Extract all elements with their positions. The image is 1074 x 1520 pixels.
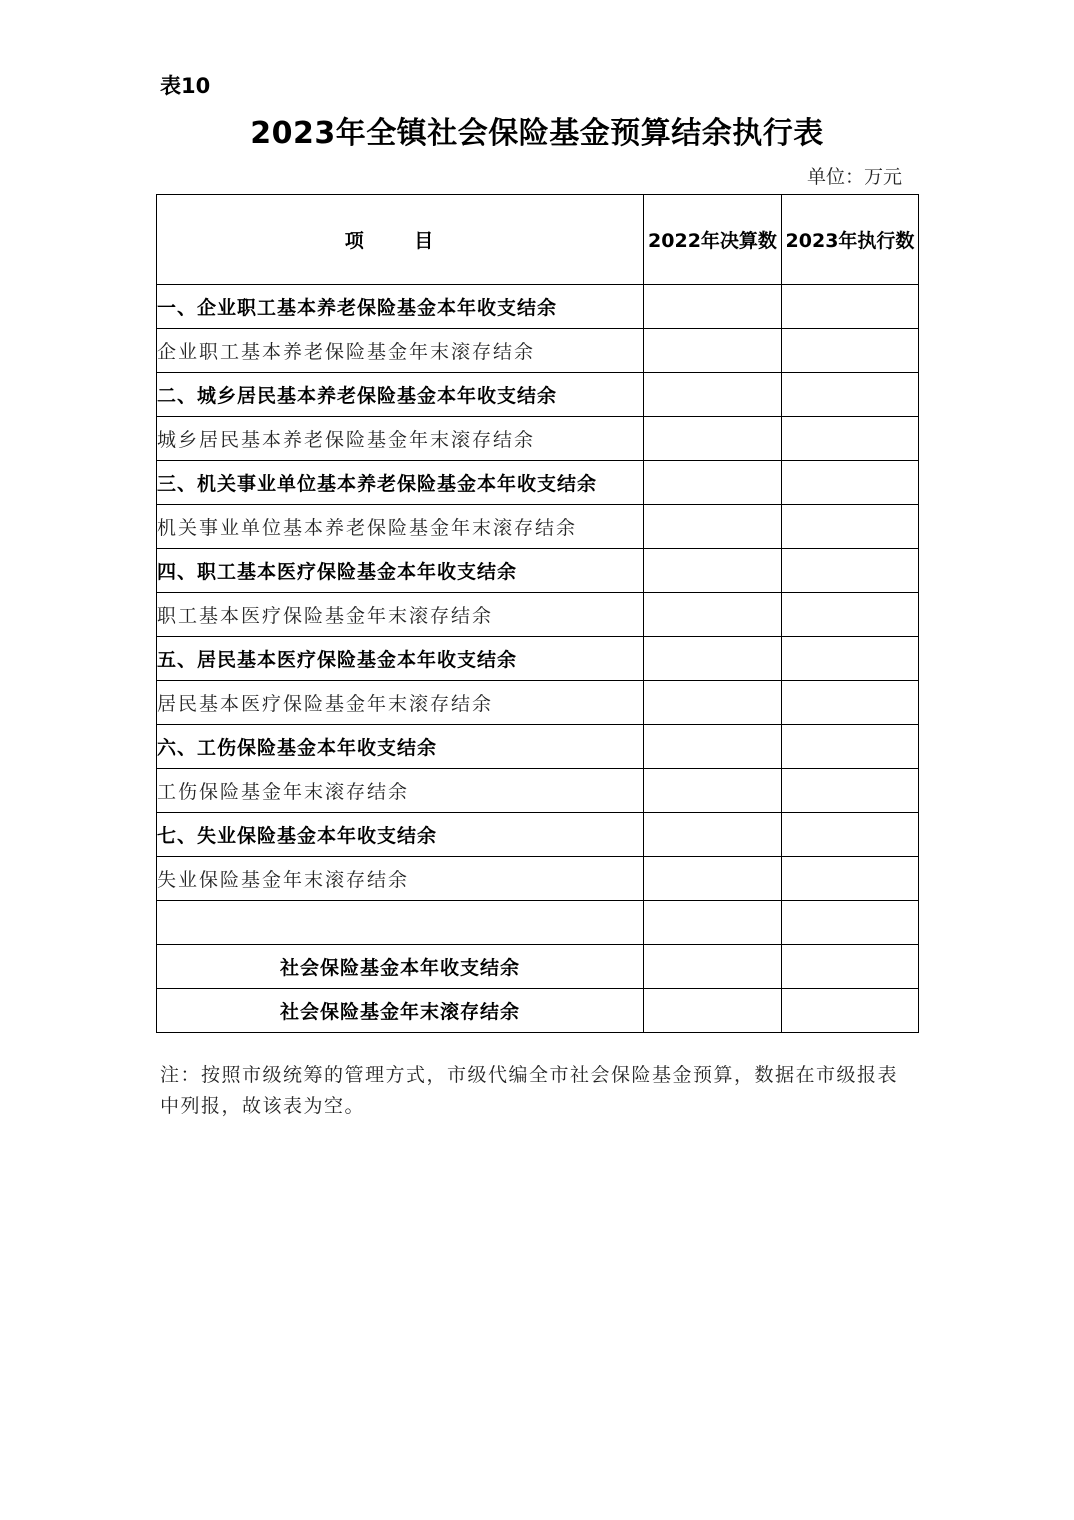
cell-2023-execution <box>782 329 919 373</box>
footnote: 注：按照市级统筹的管理方式，市级代编全市社会保险基金预算，数据在市级报表中列报，故该表为空。 <box>160 1064 899 1117</box>
table-row <box>157 593 919 637</box>
row-label: 六、工伤保险基金本年收支结余 <box>157 725 644 769</box>
cell-2022-final <box>644 549 782 593</box>
cell-2022-final <box>644 373 782 417</box>
table-row <box>157 461 919 505</box>
cell-2022-final <box>644 593 782 637</box>
row-label: 工伤保险基金年末滚存结余 <box>157 769 644 813</box>
row-label: 居民基本医疗保险基金年末滚存结余 <box>157 681 644 725</box>
table-row <box>157 813 919 857</box>
cell-2022-final <box>644 637 782 681</box>
cell-2022-final <box>644 813 782 857</box>
table-body <box>157 285 919 1033</box>
table-row <box>157 505 919 549</box>
cell-2023-execution <box>782 813 919 857</box>
table-row <box>157 681 919 725</box>
cell-2023-execution <box>782 725 919 769</box>
row-label: 社会保险基金本年收支结余 <box>157 945 644 989</box>
row-label <box>157 901 644 945</box>
unit-label: 单位：万元 <box>806 166 902 188</box>
row-label: 职工基本医疗保险基金年末滚存结余 <box>157 593 644 637</box>
table-row <box>157 945 919 989</box>
row-label: 机关事业单位基本养老保险基金年末滚存结余 <box>157 505 644 549</box>
table-row <box>157 417 919 461</box>
table-row <box>157 285 919 329</box>
row-label: 社会保险基金年末滚存结余 <box>157 989 644 1033</box>
table-row <box>157 901 919 945</box>
cell-2023-execution <box>782 461 919 505</box>
cell-2023-execution <box>782 373 919 417</box>
cell-2022-final <box>644 285 782 329</box>
cell-2023-execution <box>782 901 919 945</box>
cell-2023-execution <box>782 637 919 681</box>
table-number: 表10 <box>160 74 211 98</box>
header-2022-final: 2022年决算数 <box>644 195 782 285</box>
row-label: 二、城乡居民基本养老保险基金本年收支结余 <box>157 373 644 417</box>
cell-2023-execution <box>782 857 919 901</box>
cell-2022-final <box>644 329 782 373</box>
table-row <box>157 989 919 1033</box>
cell-2022-final <box>644 417 782 461</box>
row-label: 企业职工基本养老保险基金年末滚存结余 <box>157 329 644 373</box>
table-row <box>157 373 919 417</box>
budget-table <box>156 194 919 1033</box>
table-row <box>157 329 919 373</box>
table-row <box>157 857 919 901</box>
table-row <box>157 549 919 593</box>
cell-2022-final <box>644 901 782 945</box>
row-label: 五、居民基本医疗保险基金本年收支结余 <box>157 637 644 681</box>
cell-2022-final <box>644 857 782 901</box>
cell-2023-execution <box>782 945 919 989</box>
cell-2022-final <box>644 505 782 549</box>
cell-2022-final <box>644 769 782 813</box>
table-header-row <box>157 195 919 285</box>
cell-2023-execution <box>782 417 919 461</box>
cell-2022-final <box>644 989 782 1033</box>
row-label: 四、职工基本医疗保险基金本年收支结余 <box>157 549 644 593</box>
cell-2023-execution <box>782 593 919 637</box>
cell-2022-final <box>644 725 782 769</box>
table-row <box>157 637 919 681</box>
table-row <box>157 725 919 769</box>
page-title: 2023年全镇社会保险基金预算结余执行表 <box>250 116 824 151</box>
row-label: 三、机关事业单位基本养老保险基金本年收支结余 <box>157 461 644 505</box>
cell-2022-final <box>644 681 782 725</box>
cell-2023-execution <box>782 285 919 329</box>
header-2023-execution: 2023年执行数 <box>782 195 919 285</box>
row-label: 一、企业职工基本养老保险基金本年收支结余 <box>157 285 644 329</box>
row-label: 七、失业保险基金本年收支结余 <box>157 813 644 857</box>
cell-2023-execution <box>782 549 919 593</box>
cell-2023-execution <box>782 989 919 1033</box>
table-row <box>157 769 919 813</box>
cell-2023-execution <box>782 505 919 549</box>
header-item: 项 目 <box>157 195 644 285</box>
row-label: 失业保险基金年末滚存结余 <box>157 857 644 901</box>
cell-2022-final <box>644 461 782 505</box>
cell-2023-execution <box>782 769 919 813</box>
cell-2022-final <box>644 945 782 989</box>
cell-2023-execution <box>782 681 919 725</box>
row-label: 城乡居民基本养老保险基金年末滚存结余 <box>157 417 644 461</box>
